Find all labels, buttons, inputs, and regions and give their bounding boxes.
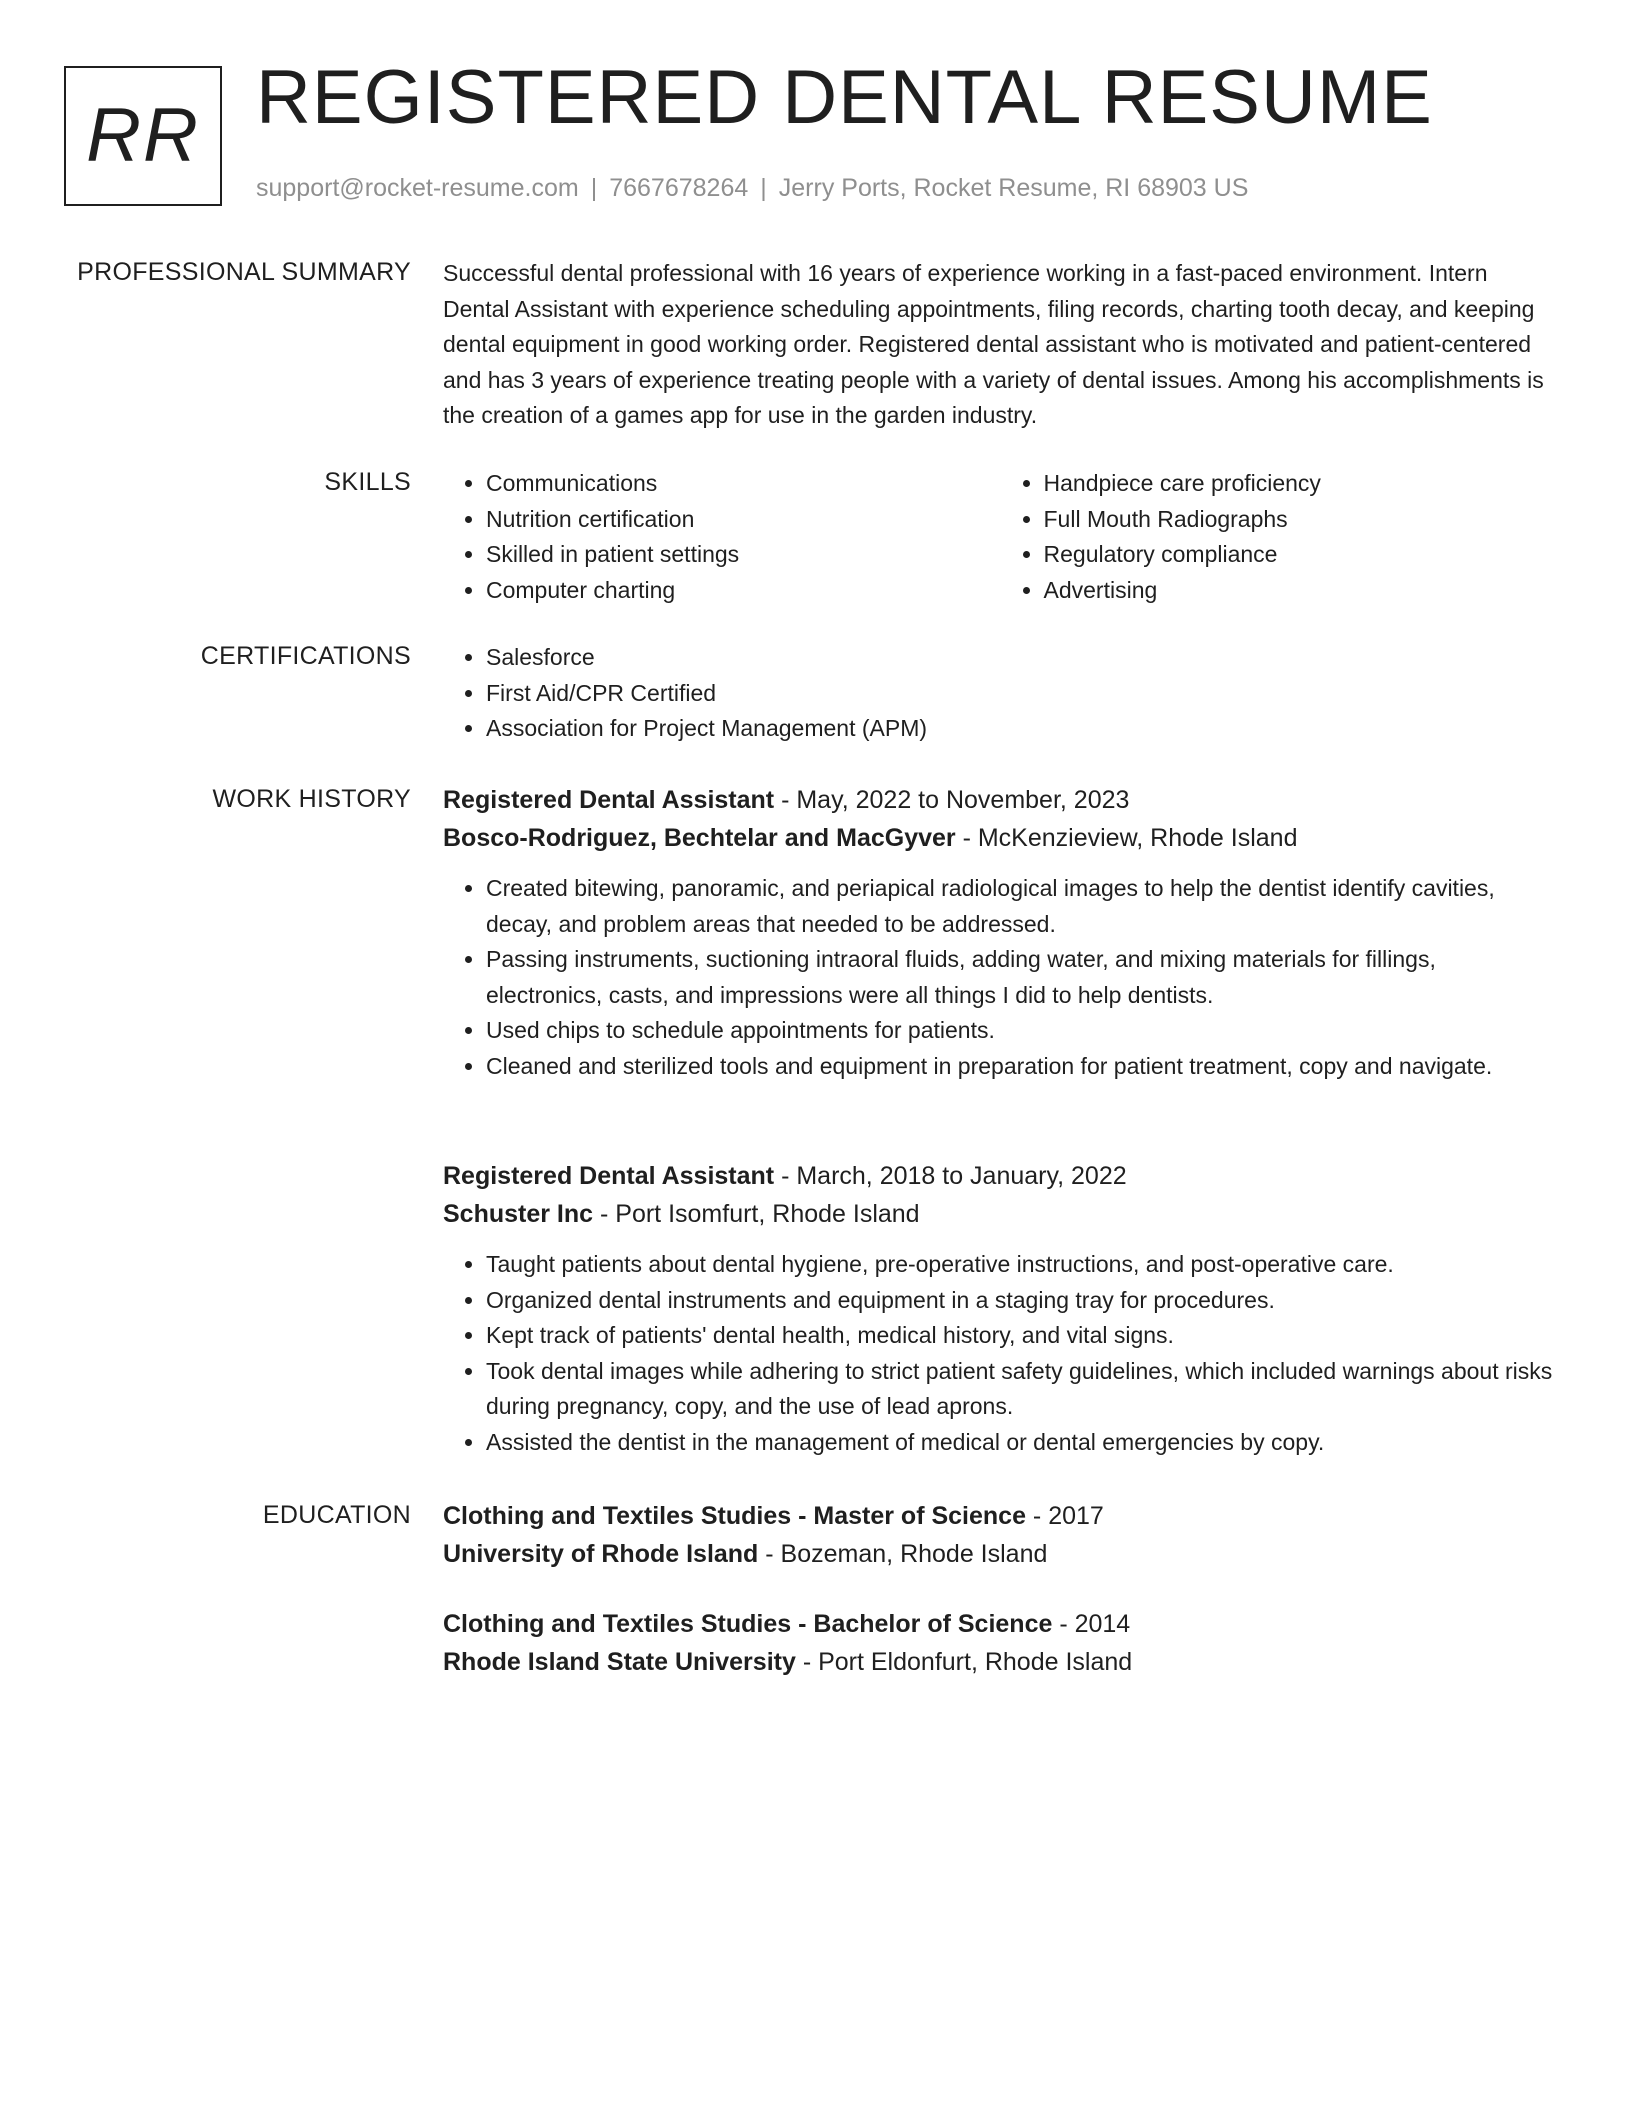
job-duty-item: • Cleaned and sterilized tools and equipment in preparation for patient treatment, copy and navigate. (486, 1049, 1558, 1085)
skill-item: • Communications (486, 466, 1001, 502)
summary-text: Successful dental professional with 16 years of experience working in a fast-paced environment. Intern Dental Assistant with experience scheduling appointments, filing records, charting tooth decay, and keeping dental equipment in good working order. Registered dental assistant who is motivated and patient-centered and has 3 years of experience treating people with a variety of dental issues. Among his accomplishments is the creation of a games app for use in the garden industry. (443, 260, 1544, 429)
education-entry (443, 1497, 1558, 1573)
skill-item: • Skilled in patient settings (486, 537, 1001, 573)
job-duty-item: • Used chips to schedule appointments for patients. (486, 1013, 1558, 1049)
certification-item: • Association for Project Management (APM) (486, 711, 1558, 747)
job-duty-item: • Took dental images while adhering to strict patient safety guidelines, which included warnings about risks during pregnancy, copy, and the use of lead aprons. (486, 1354, 1558, 1425)
skills-list-left (443, 466, 1001, 608)
job-duties-list (443, 871, 1558, 1085)
certifications-list (443, 640, 1558, 747)
section-label-skills: SKILLS (324, 468, 411, 496)
contact-phone[interactable]: 7667678264 (609, 174, 749, 202)
resume-title: REGISTERED DENTAL RESUME (256, 55, 1433, 140)
school: University of Rhode Island (443, 1540, 759, 1568)
job-company-line (443, 819, 1558, 857)
job-entry (443, 781, 1558, 1085)
job-duty-item: • Passing instruments, suctioning intraoral fluids, adding water, and mixing materials for fillings, electronics, casts, and impressions were all things I did to help dentists. (486, 942, 1558, 1013)
skill-item: • Nutrition certification (486, 502, 1001, 538)
skill-item: • Handpiece care proficiency (1044, 466, 1559, 502)
job-title-line (443, 1157, 1558, 1195)
job-duty-item: • Organized dental instruments and equipment in a staging tray for procedures. (486, 1283, 1558, 1319)
school-location: - Bozeman, Rhode Island (758, 1540, 1048, 1568)
job-title-line (443, 781, 1558, 819)
degree-line (443, 1497, 1558, 1535)
degree: Clothing and Textiles Studies - Bachelor of Science (443, 1610, 1053, 1638)
section-label-summary: PROFESSIONAL SUMMARY (77, 258, 411, 286)
certification-item: • Salesforce (486, 640, 1558, 676)
degree-year: - 2017 (1025, 1502, 1104, 1530)
job-title: Registered Dental Assistant (443, 1162, 775, 1190)
contact-separator: | (760, 174, 767, 202)
contact-address: Jerry Ports, Rocket Resume, RI 68903 US (778, 174, 1249, 202)
job-company: Bosco-Rodriguez, Bechtelar and MacGyver (443, 824, 956, 852)
job-duty-item: • Created bitewing, panoramic, and periapical radiological images to help the dentist identify cavities, decay, and problem areas that needed to be addressed. (486, 871, 1558, 942)
education-entry (443, 1605, 1558, 1681)
skill-item: • Regulatory compliance (1044, 537, 1559, 573)
contact-line (256, 174, 1248, 203)
school: Rhode Island State University (443, 1648, 796, 1676)
school-location: - Port Eldonfurt, Rhode Island (795, 1648, 1133, 1676)
contact-email[interactable]: support@rocket-resume.com (256, 174, 579, 202)
skill-item: • Full Mouth Radiographs (1044, 502, 1559, 538)
school-line (443, 1535, 1558, 1573)
section-label-work-history: WORK HISTORY (212, 785, 411, 813)
monogram-logo (64, 66, 222, 206)
degree: Clothing and Textiles Studies - Master of Science (443, 1502, 1026, 1530)
job-location: - Port Isomfurt, Rhode Island (593, 1200, 920, 1228)
skill-item: • Advertising (1044, 573, 1559, 609)
certification-item: • First Aid/CPR Certified (486, 676, 1558, 712)
school-line (443, 1643, 1558, 1681)
job-company-line (443, 1195, 1558, 1233)
job-duty-item: • Assisted the dentist in the management of medical or dental emergencies by copy. (486, 1425, 1558, 1461)
job-dates: - March, 2018 to January, 2022 (774, 1162, 1127, 1190)
section-label-education: EDUCATION (262, 1501, 411, 1529)
degree-year: - 2014 (1052, 1610, 1131, 1638)
job-entry (443, 1157, 1558, 1461)
job-duty-item: • Kept track of patients' dental health, medical history, and vital signs. (486, 1318, 1558, 1354)
job-duty-item: • Taught patients about dental hygiene, pre-operative instructions, and post-operative care. (486, 1247, 1558, 1283)
degree-line (443, 1605, 1558, 1643)
contact-separator: | (590, 174, 598, 202)
job-company: Schuster Inc (443, 1200, 594, 1228)
job-location: - McKenzieview, Rhode Island (955, 824, 1298, 852)
skills-list-right (1001, 466, 1559, 608)
section-label-certifications: CERTIFICATIONS (200, 642, 411, 670)
monogram-initials: RR (86, 93, 200, 178)
job-dates: - May, 2022 to November, 2023 (774, 786, 1130, 814)
job-title: Registered Dental Assistant (443, 786, 775, 814)
skill-item: • Computer charting (486, 573, 1001, 609)
job-duties-list (443, 1247, 1558, 1461)
